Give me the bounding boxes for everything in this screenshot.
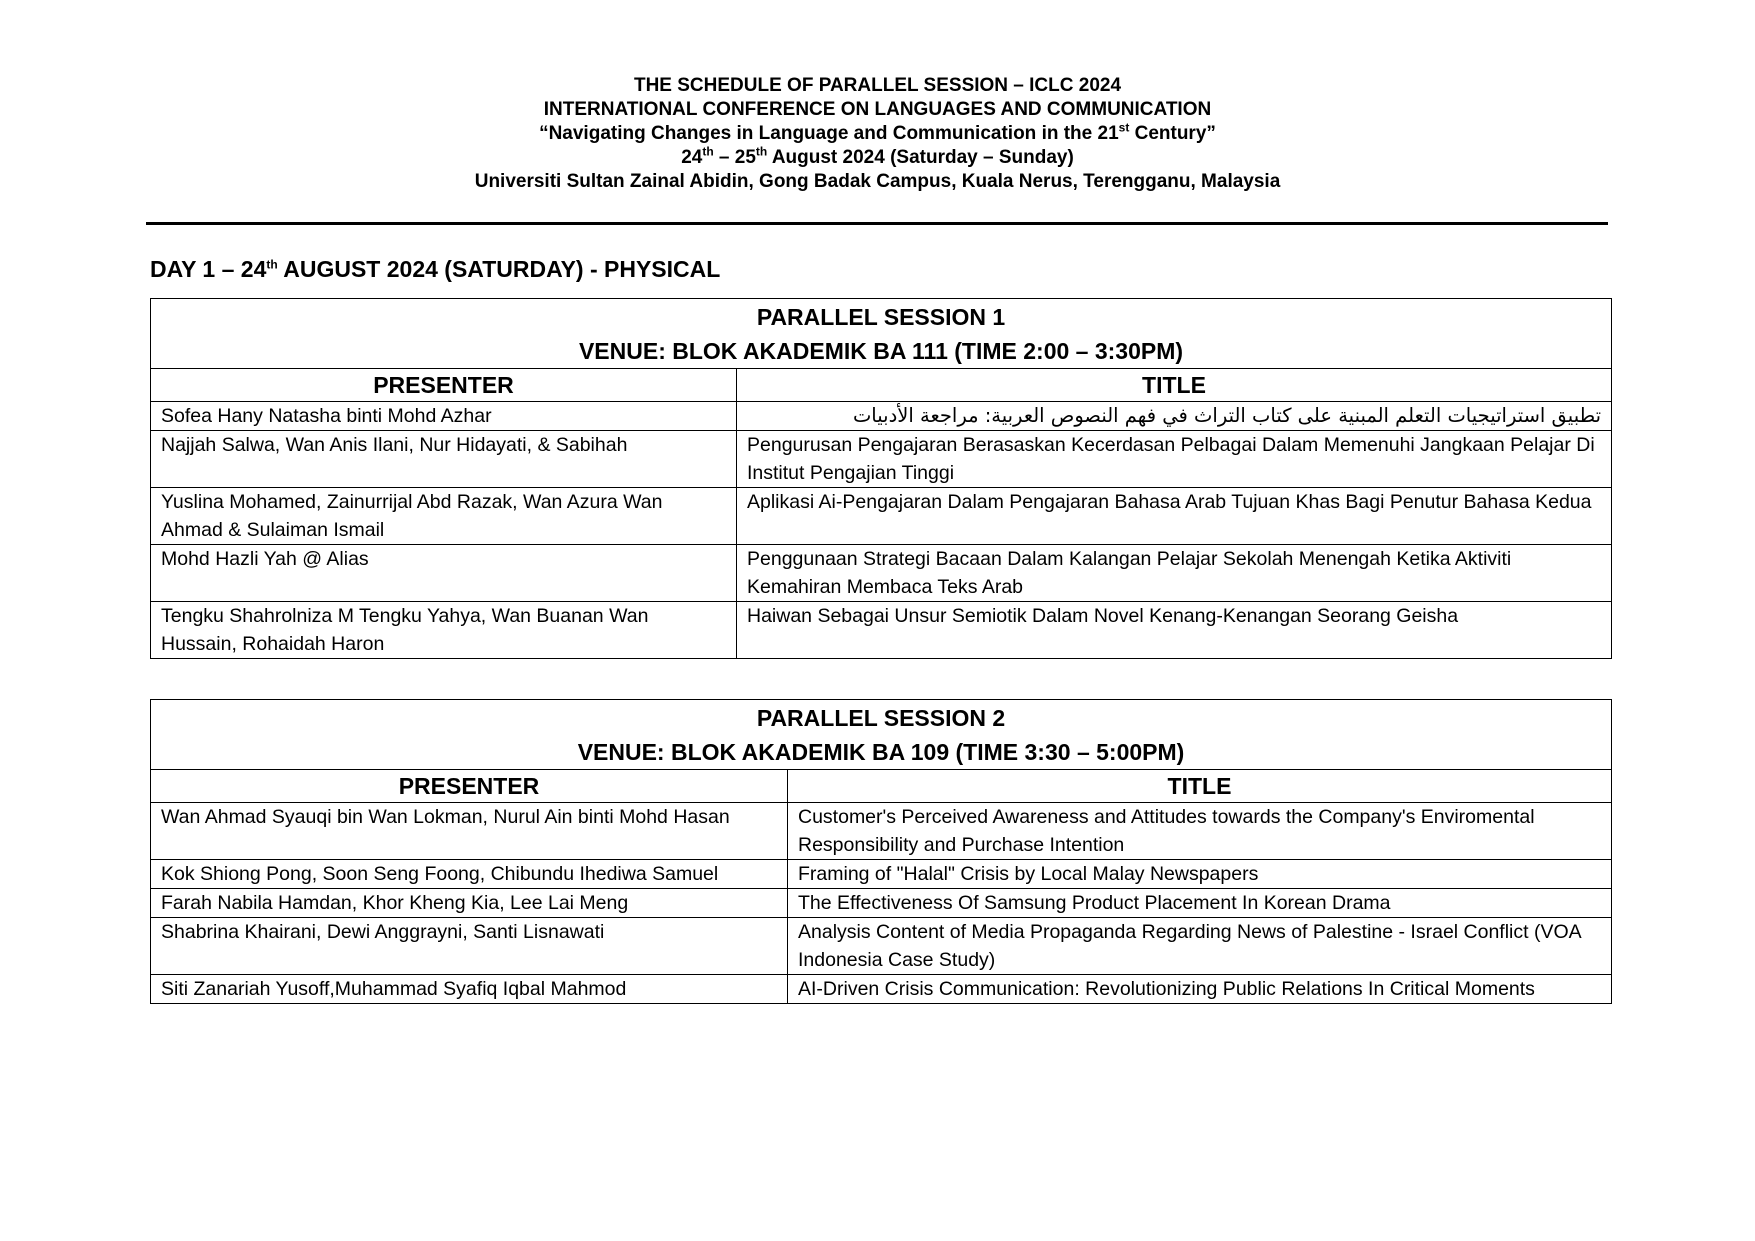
table-row: [151, 488, 1612, 545]
presenter-cell: Yuslina Mohamed, Zainurrijal Abd Razak, Wan Azura Wan Ahmad & Sulaiman Ismail: [151, 488, 737, 545]
title-cell: Haiwan Sebagai Unsur Semiotik Dalam Novel Kenang-Kenangan Seorang Geisha: [737, 602, 1612, 659]
table-row: [151, 889, 1612, 918]
column-header-presenter: PRESENTER: [151, 369, 737, 402]
table-row: [151, 402, 1612, 431]
header-divider: [146, 222, 1608, 225]
session-venue: VENUE: BLOK AKADEMIK BA 109 (TIME 3:30 – 5:00PM): [577, 739, 1185, 765]
presenter-cell: Najjah Salwa, Wan Anis Ilani, Nur Hidayati, & Sabihah: [151, 431, 737, 488]
title-cell: Aplikasi Ai-Pengajaran Dalam Pengajaran Bahasa Arab Tujuan Khas Bagi Penutur Bahasa Kedua: [737, 488, 1612, 545]
table-row: [151, 975, 1612, 1004]
table-row: [151, 545, 1612, 602]
title-cell: The Effectiveness Of Samsung Product Placement In Korean Drama: [788, 889, 1612, 918]
presenter-cell: Tengku Shahrolniza M Tengku Yahya, Wan Buanan Wan Hussain, Rohaidah Haron: [151, 602, 737, 659]
header-theme: “Navigating Changes in Language and Communication in the 21st Century”: [539, 120, 1216, 144]
header-conference-name: INTERNATIONAL CONFERENCE ON LANGUAGES AND COMMUNICATION: [543, 99, 1212, 120]
presenter-cell: Kok Shiong Pong, Soon Seng Foong, Chibundu Ihediwa Samuel: [151, 860, 788, 889]
title-cell: AI-Driven Crisis Communication: Revolutionizing Public Relations In Critical Moments: [788, 975, 1612, 1004]
session-title: PARALLEL SESSION 1: [756, 304, 1006, 330]
presenter-cell: Wan Ahmad Syauqi bin Wan Lokman, Nurul Ain binti Mohd Hasan: [151, 803, 788, 860]
title-cell: تطبيق استراتيجيات التعلم المبنية على كتاب التراث في فهم النصوص العربية: مراجعة الأدبيات: [737, 402, 1612, 431]
session-table: [150, 298, 1612, 659]
table-row: [151, 431, 1612, 488]
session-venue: VENUE: BLOK AKADEMIK BA 111 (TIME 2:00 – 3:30PM): [578, 338, 1184, 364]
session-table: [150, 699, 1612, 1004]
column-header-presenter: PRESENTER: [151, 770, 788, 803]
table-row: [151, 602, 1612, 659]
title-cell: Customer's Perceived Awareness and Attitudes towards the Company's Enviromental Responsibility and Purchase Intention: [788, 803, 1612, 860]
presenter-cell: Siti Zanariah Yusoff,Muhammad Syafiq Iqbal Mahmod: [151, 975, 788, 1004]
presenter-cell: Farah Nabila Hamdan, Khor Kheng Kia, Lee Lai Meng: [151, 889, 788, 918]
header-dates: 24th – 25th August 2024 (Saturday – Sunday): [681, 144, 1074, 168]
title-cell: Pengurusan Pengajaran Berasaskan Kecerdasan Pelbagai Dalam Memenuhi Jangkaan Pelajar Di Institut Pengajian Tinggi: [737, 431, 1612, 488]
session-title: PARALLEL SESSION 2: [756, 705, 1006, 731]
header-schedule-title: THE SCHEDULE OF PARALLEL SESSION – ICLC 2024: [633, 75, 1122, 96]
column-header-title: TITLE: [788, 770, 1612, 803]
presenter-cell: Sofea Hany Natasha binti Mohd Azhar: [151, 402, 737, 431]
presenter-cell: Shabrina Khairani, Dewi Anggrayni, Santi Lisnawati: [151, 918, 788, 975]
title-cell: Penggunaan Strategi Bacaan Dalam Kalangan Pelajar Sekolah Menengah Ketika Aktiviti Kemahiran Membaca Teks Arab: [737, 545, 1612, 602]
title-cell: Analysis Content of Media Propaganda Regarding News of Palestine - Israel Conflict (VOA Indonesia Case Study): [788, 918, 1612, 975]
session-heading: [151, 700, 1612, 770]
document-header: [0, 74, 1755, 194]
table-row: [151, 860, 1612, 889]
presenter-cell: Mohd Hazli Yah @ Alias: [151, 545, 737, 602]
header-location: Universiti Sultan Zainal Abidin, Gong Badak Campus, Kuala Nerus, Terengganu, Malaysia: [474, 171, 1281, 192]
table-row: [151, 803, 1612, 860]
column-header-title: TITLE: [737, 369, 1612, 402]
table-row: [151, 918, 1612, 975]
title-cell: Framing of "Halal" Crisis by Local Malay Newspapers: [788, 860, 1612, 889]
session-heading: [151, 299, 1612, 369]
day-heading: DAY 1 – 24th AUGUST 2024 (SATURDAY) - PHYSICAL: [150, 256, 721, 282]
